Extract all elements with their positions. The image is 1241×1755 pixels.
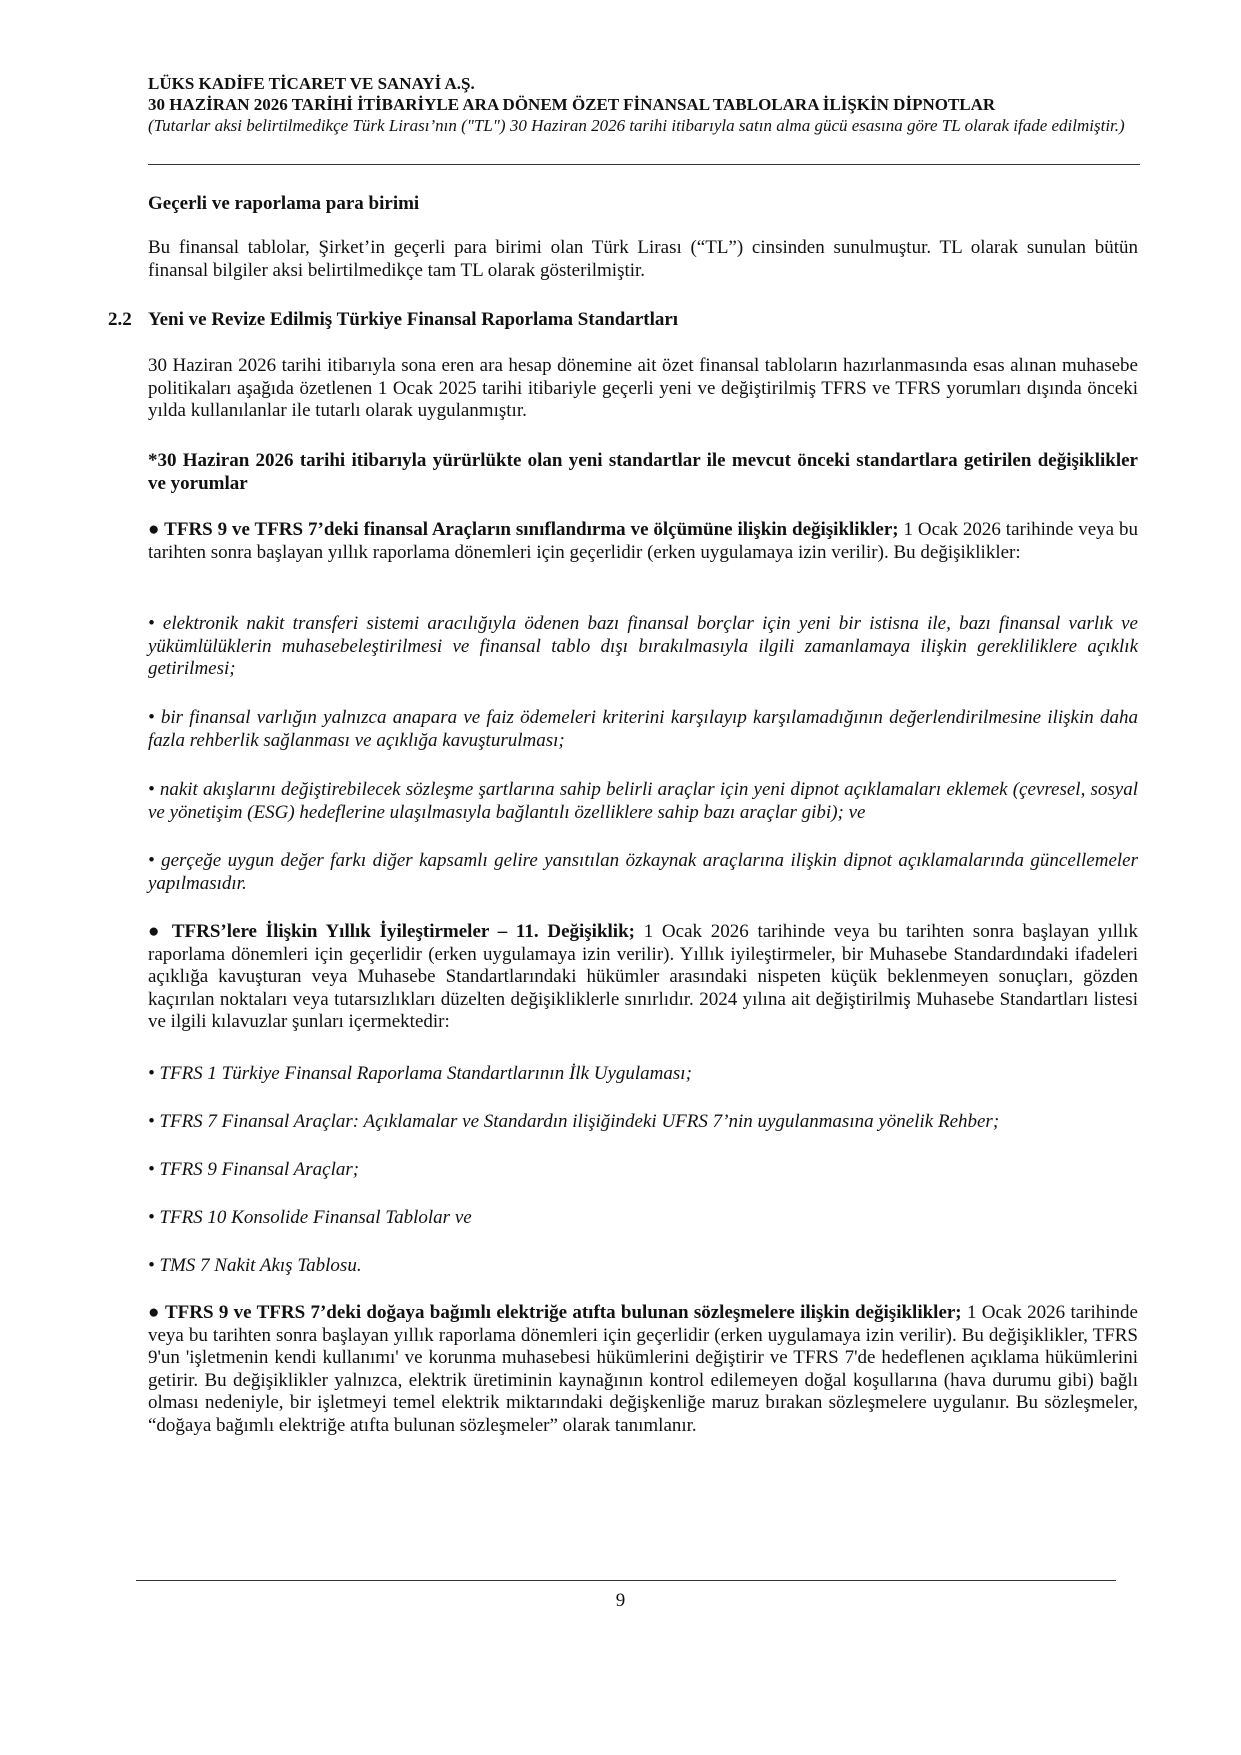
currency-note: (Tutarlar aksi belirtilmedikçe Türk Lirası’nın ("TL") 30 Haziran 2026 tarihi itibarıyla satın alma gücü esasına göre TL olarak ifade edilmiştir.) <box>148 116 1125 135</box>
item1-text: 1 Ocak 2026 tarihinde veya bu tarihten sonra başlayan yıllık raporlama dönemleri için geçerlidir (erken uygulamaya izin verilir). Bu değişiklikler: <box>148 519 1138 563</box>
item1-bullet: • elektronik nakit transferi sistemi aracılığıyla ödenen bazı finansal borçlar için yeni bir istisna ile, bazı finansal varlık ve yükümlülüklerin muhasebeleştirilmesi ve finansal tablo dışı bırakılmasıyla ilgili zamanlamaya ilişkin gerekliliklere açıklık getirilmesi; <box>148 613 1138 679</box>
currency-heading: Geçerli ve raporlama para birimi <box>148 193 420 214</box>
page-header <box>148 73 1138 136</box>
item1-bullet: • gerçeğe uygun değer farkı diğer kapsamlı gelire yansıtılan özkaynak araçlarına ilişkin dipnot açıklamalarında güncellemeler yapılmasıdır. <box>148 850 1138 894</box>
section-intro: 30 Haziran 2026 tarihi itibarıyla sona eren ara hesap dönemine ait özet finansal tabloların hazırlanmasında esas alınan muhasebe politikaları aşağıda özetlenen 1 Ocak 2025 tarihi itibariyle geçerli yeni ve değiştirilmiş TFRS ve TFRS yorumları dışında önceki yılda kullanılanlar ile tutarlı olarak uygulanmıştır. <box>148 355 1138 421</box>
company-name: LÜKS KADİFE TİCARET VE SANAYİ A.Ş. <box>148 74 475 93</box>
item2-bullet: • TMS 7 Nakit Akış Tablosu. <box>148 1255 362 1276</box>
header-divider <box>148 164 1140 165</box>
item1-heading: ● TFRS 9 ve TFRS 7’deki finansal Araçların sınıflandırma ve ölçümüne ilişkin değişiklikler; <box>148 519 899 540</box>
item1-bullet: • bir finansal varlığın yalnızca anapara ve faiz ödemeleri kriterini karşılayıp karşılamadığının değerlendirilmesine ilişkin daha fazla rehberlik sağlanması ve açıklığa kavuşturulması; <box>148 707 1138 751</box>
section-number: 2.2 <box>108 309 132 330</box>
report-title: 30 HAZİRAN 2026 TARİHİ İTİBARİYLE ARA DÖNEM ÖZET FİNANSAL TABLOLARA İLİŞKİN DİPNOTLAR <box>148 95 996 114</box>
item3-text: 1 Ocak 2026 tarihinde veya bu tarihten sonra başlayan yıllık raporlama dönemleri için geçerlidir (erken uygulamaya izin verilir). Bu değişiklikler, TFRS 9'un 'işletmenin kendi kullanımı' ve korunma muhasebesi hükümlerini değiştirir ve TFRS 7'de hedeflenen açıklama hükümlerini getirir. Bu değişiklikler yalnızca, elektrik üretiminin kaynağının kontrol edilemeyen doğal koşullarına (hava durumu gibi) bağlı olması nedeniyle, bir işletmeyi temel elektrik miktarındaki değişkenliğe maruz bırakan sözleşmelere uygulanır. Bu sözleşmeler, “doğaya bağımlı elektriğe atıfta bulunan sözleşmeler” olarak tanımlanır. <box>148 1302 1138 1436</box>
item3-paragraph <box>148 1302 1138 1437</box>
item2-bullet: • TFRS 9 Finansal Araçlar; <box>148 1159 360 1180</box>
item1-paragraph <box>148 519 1138 564</box>
item2-paragraph <box>148 921 1138 1034</box>
item3-heading: ● TFRS 9 ve TFRS 7’deki doğaya bağımlı elektriğe atıfta bulunan sözleşmelere ilişkin değişiklikler; <box>148 1302 962 1323</box>
page-number: 9 <box>615 1590 626 1611</box>
section-title: Yeni ve Revize Edilmiş Türkiye Finansal Raporlama Standartları <box>148 309 679 330</box>
footer-divider <box>136 1580 1116 1581</box>
item1-bullet: • nakit akışlarını değiştirebilecek sözleşme şartlarına sahip belirli araçlar için yeni dipnot açıklamaları eklemek (çevresel, sosyal ve yönetişim (ESG) hedeflerine ulaşılmasıyla bağlantılı özelliklere sahip bazı araçlar gibi); ve <box>148 779 1138 823</box>
item2-bullet: • TFRS 7 Finansal Araçlar: Açıklamalar ve Standardın ilişiğindeki UFRS 7’nin uygulanmasına yönelik Rehber; <box>148 1111 1000 1132</box>
item2-bullet: • TFRS 1 Türkiye Finansal Raporlama Standartlarının İlk Uygulaması; <box>148 1063 692 1084</box>
currency-paragraph: Bu finansal tablolar, Şirket’in geçerli para birimi olan Türk Lirası (“TL”) cinsinden sunulmuştur. TL olarak sunulan bütün finansal bilgiler aksi belirtilmedikçe tam TL olarak gösterilmiştir. <box>148 237 1138 281</box>
item2-text: 1 Ocak 2026 tarihinde veya bu tarihten sonra başlayan yıllık raporlama dönemleri için geçerlidir (erken uygulamaya izin verilir). Yıllık iyileştirmeler, bir Muhasebe Standardındaki ifadeleri açıklığa kavuşturan veya Muhasebe Standartlarındaki hükümler arasındaki nispeten küçük beklenmeyen sonuçları, gözden kaçırılan noktaları veya tutarsızlıkları düzelten değişikliklerle sınırlıdır. 2024 yılına ait değiştirilmiş Muhasebe Standartları listesi ve ilgili kılavuzlar şunları içermektedir: <box>148 921 1138 1032</box>
item2-bullet: • TFRS 10 Konsolide Finansal Tablolar ve <box>148 1207 472 1228</box>
section-subheading: *30 Haziran 2026 tarihi itibarıyla yürürlükte olan yeni standartlar ile mevcut önceki standartlara getirilen değişiklikler ve yorumlar <box>148 450 1138 494</box>
item2-heading: ● TFRS’lere İlişkin Yıllık İyileştirmeler – 11. Değişiklik; <box>148 921 635 942</box>
